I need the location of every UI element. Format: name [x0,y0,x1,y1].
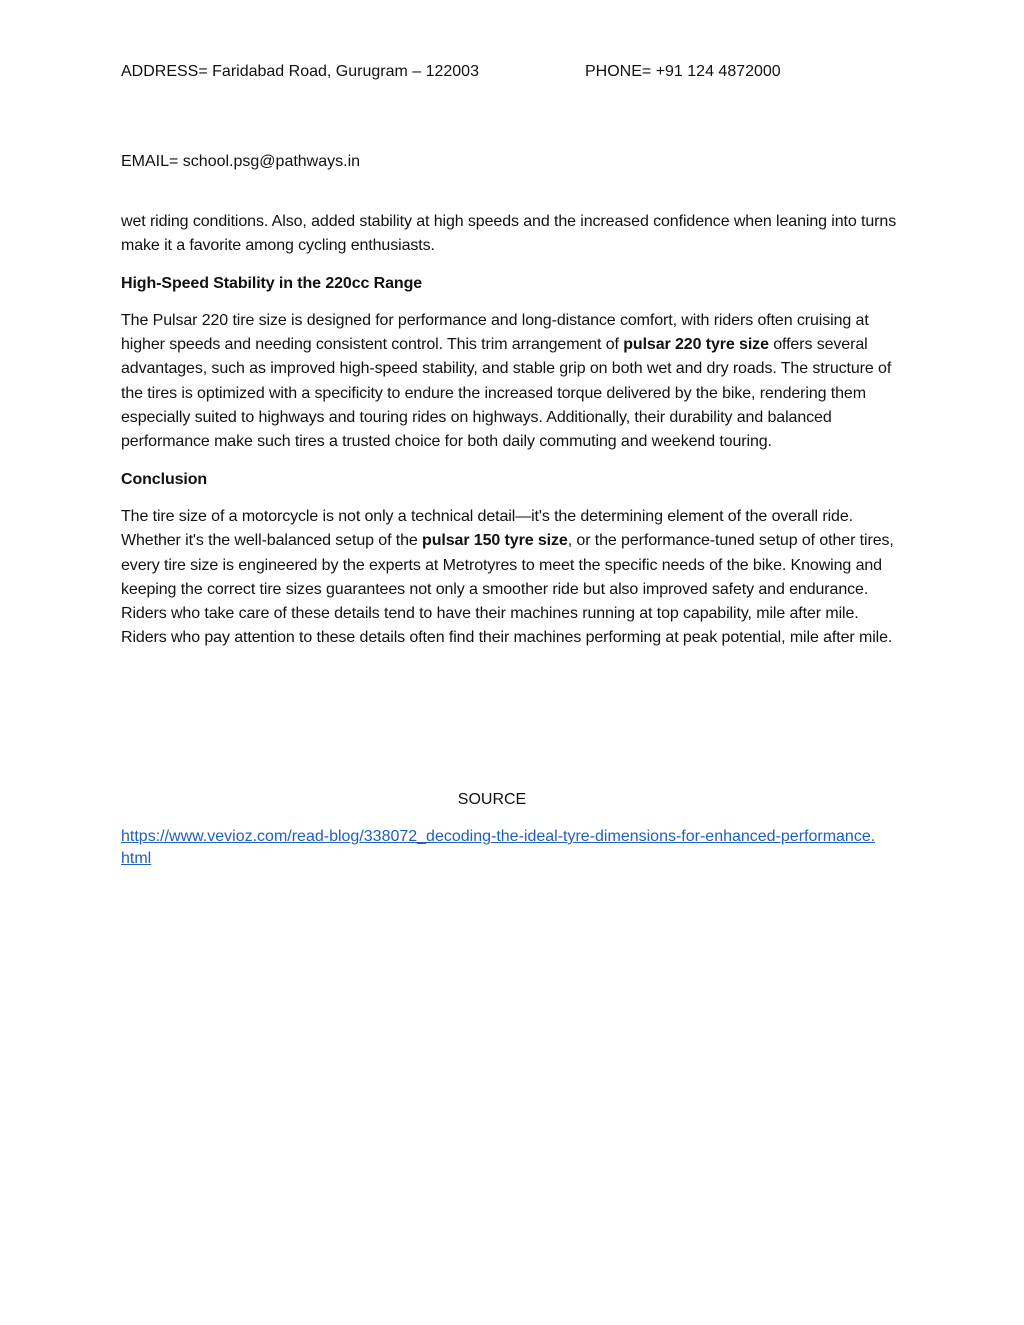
phone-line: PHONE= +91 124 4872000 [585,63,781,80]
keyword-pulsar-220: pulsar 220 tyre size [623,336,769,354]
keyword-pulsar-150: pulsar 150 tyre size [422,532,568,550]
email-line: EMAIL= school.psg@pathways.in [121,153,361,170]
high-speed-paragraph [121,309,907,455]
source-heading: SOURCE [457,791,527,808]
source-link[interactable]: https://www.vevioz.com/read-blog/338072_decoding-the-ideal-tyre-dimensions-for-enhanced-performance.html [121,828,876,867]
address-line: ADDRESS= Faridabad Road, Gurugram – 122003 [121,63,479,80]
section-heading-high-speed: High-Speed Stability in the 220cc Range [121,274,423,292]
conclusion-paragraph [121,505,907,651]
paragraph-text: The Pulsar 220 tire size is designed for performance and long-distance comfort, with riders often cruising at higher speeds and needing consistent control. This trim arrangement of [121,311,869,354]
article-body [121,210,907,664]
paragraph-text: offers several advantages, such as improved high-speed stability, and stable grip on both wet and dry roads. The structure of the tires is optimized with a specificity to endure the increased torque delivered by the bike, rendering them especially suited to highways and touring rides on highways. Additionally, their durability and balanced performance make such tires a trusted choice for both daily commuting and weekend touring. [121,336,892,451]
paragraph-text: , or the performance-tuned setup of other tires, every tire size is engineered by the experts at Metrotyres to meet the specific needs of the bike. Knowing and keeping the correct tire sizes guarantees not only a smoother ride but also improved safety and endurance. Riders who take care of these details tend to have their machines running at top capability, mile after mile. Riders who pay attention to these details often find their machines performing at peak potential, mile after mile. [121,532,894,647]
paragraph-text: The tire size of a motorcycle is not only a technical detail—it's the determining element of the overall ride. Whether it's the well-balanced setup of the [121,507,853,550]
intro-paragraph: wet riding conditions. Also, added stability at high speeds and the increased confidence when leaning into turns make it a favorite among cycling enthusiasts. [121,213,897,255]
section-heading-conclusion: Conclusion [121,470,208,488]
